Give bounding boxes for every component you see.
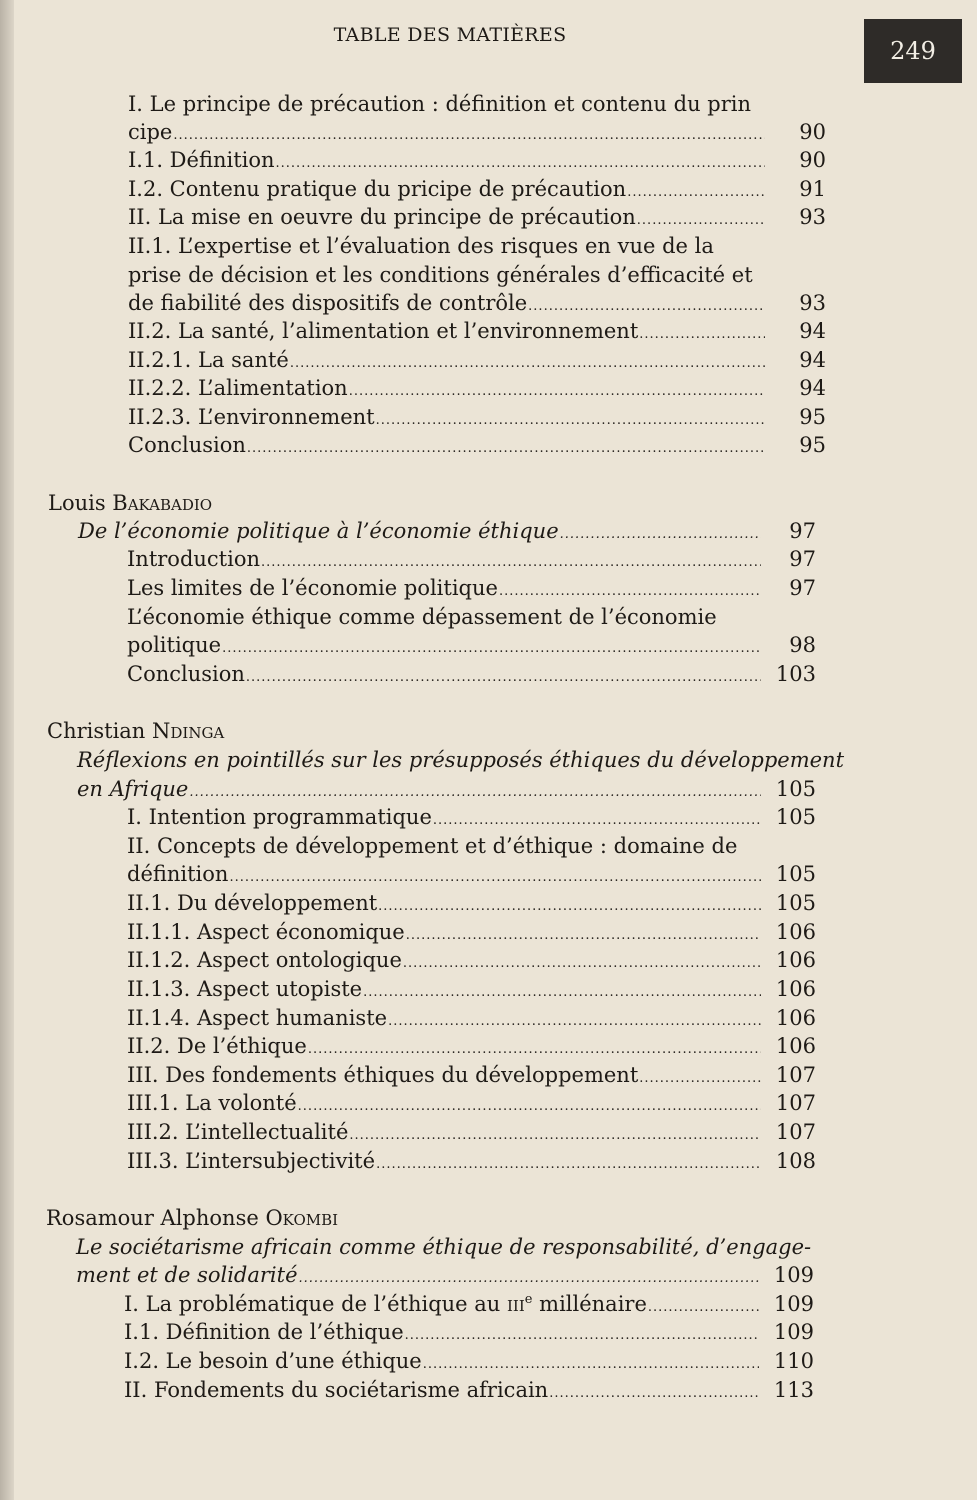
dot-leader xyxy=(405,1322,759,1350)
toc-entry[interactable] xyxy=(128,317,826,345)
toc-page-number: 110 xyxy=(773,1349,814,1373)
toc-page-number: 98 xyxy=(789,633,816,657)
toc-entry-text: II.1.3. Aspect utopiste xyxy=(127,977,363,1001)
toc-entry[interactable] xyxy=(127,1032,816,1060)
toc-entry-text: II.2. De l’éthique xyxy=(127,1034,307,1058)
toc-entry-text: I. La problématique de l’éthique au iii$^e$ millénaire xyxy=(124,1292,647,1316)
toc-entry-text: II.1. Du développement xyxy=(127,891,378,915)
dot-leader xyxy=(637,207,765,235)
toc-entry-text: III. Des fondements éthiques du développement xyxy=(127,1063,639,1087)
toc-entry-text: I.1. Définition de l’éthique xyxy=(124,1320,404,1344)
toc-entry-text: Les limites de l’économie politique xyxy=(127,576,498,600)
author-last-name: Ndinga xyxy=(152,719,225,743)
toc-page-number: 93 xyxy=(799,205,826,229)
toc-entry[interactable] xyxy=(128,289,826,317)
dot-leader xyxy=(246,664,761,692)
toc-entry[interactable] xyxy=(127,1061,816,1089)
toc-page-number: 105 xyxy=(775,862,816,886)
toc-entry[interactable] xyxy=(127,1147,816,1175)
toc-page-number: 97 xyxy=(789,547,816,571)
toc-article-title[interactable] xyxy=(77,775,816,803)
dot-leader xyxy=(376,1151,761,1179)
dot-leader xyxy=(308,1036,761,1064)
toc-entry-text: De l’économie politique à l’économie éthique xyxy=(78,519,559,543)
toc-entry-text: de fiabilité des dispositifs de contrôle xyxy=(128,291,528,315)
toc-entry-text: III.3. L’intersubjectivité xyxy=(127,1149,376,1173)
toc-page-number: 109 xyxy=(773,1320,814,1344)
toc-page-number: 94 xyxy=(799,348,826,372)
dot-leader xyxy=(222,635,761,663)
dot-leader xyxy=(349,1122,761,1150)
toc-page-number: 97 xyxy=(789,576,816,600)
toc-entry-text: II.1.4. Aspect humaniste xyxy=(127,1006,388,1030)
toc-entry-text: II.1.1. Aspect économique xyxy=(127,920,405,944)
toc-page-number: 105 xyxy=(775,805,816,829)
toc-entry-text: II.1.2. Aspect ontologique xyxy=(127,948,402,972)
toc-entry-text: III.2. L’intellectualité xyxy=(127,1120,349,1144)
dot-leader xyxy=(499,578,761,606)
toc-page-number: 113 xyxy=(773,1378,814,1402)
dot-leader xyxy=(433,807,761,835)
toc-entry[interactable] xyxy=(127,1089,816,1117)
toc-page-number: 107 xyxy=(775,1091,816,1115)
toc-article-title[interactable] xyxy=(76,1261,814,1289)
toc-page-number: 91 xyxy=(799,177,826,201)
toc-page-number: 106 xyxy=(775,948,816,972)
toc-entry[interactable] xyxy=(128,374,826,402)
author-last-name: Bakabadio xyxy=(112,491,213,515)
toc-entry-text: I.1. Définition xyxy=(128,148,275,172)
author-last-name: Okombi xyxy=(265,1206,339,1230)
toc-entry[interactable] xyxy=(127,545,816,573)
toc-article-title[interactable] xyxy=(78,517,816,545)
toc-entry-text: Conclusion xyxy=(128,433,246,457)
toc-entry[interactable] xyxy=(127,574,816,602)
toc-entry-text: politique xyxy=(127,633,222,657)
toc-entry[interactable] xyxy=(124,1318,814,1346)
author-first-name: Louis xyxy=(48,491,113,515)
toc-entry-text: I. Le principe de précaution : définition et contenu du prin xyxy=(128,92,751,116)
toc-entry[interactable] xyxy=(127,975,816,1003)
author-name xyxy=(47,717,224,745)
toc-page-number: 105 xyxy=(775,891,816,915)
dot-leader xyxy=(229,864,761,892)
toc-entry[interactable] xyxy=(127,1118,816,1146)
toc-page-number: 105 xyxy=(775,777,816,801)
toc-entry-text: II.2.2. L’alimentation xyxy=(128,376,348,400)
toc-entry[interactable] xyxy=(124,1290,814,1318)
toc-entry-text: II.2.1. La santé xyxy=(128,348,289,372)
toc-entry-text: II.1. L’expertise et l’évaluation des risques en vue de la xyxy=(128,234,714,258)
toc-entry-text: II. La mise en oeuvre du principe de précaution xyxy=(128,205,636,229)
toc-entry-text: définition xyxy=(127,862,229,886)
page-number: 249 xyxy=(864,19,962,83)
toc-entry-text: I. Intention programmatique xyxy=(127,805,432,829)
toc-entry[interactable] xyxy=(127,860,816,888)
toc-entry-text: II.2. La santé, l’alimentation et l’environnement xyxy=(128,319,639,343)
toc-article-title: Le sociétarisme africain comme éthique de responsabilité, d’engage- xyxy=(76,1235,812,1259)
toc-entry-text: II. Concepts de développement et d’éthique : domaine de xyxy=(127,834,738,858)
toc-entry-text: I.2. Contenu pratique du pricipe de précaution xyxy=(128,177,627,201)
toc-page-number: 106 xyxy=(775,920,816,944)
toc-entry-text: III.1. La volonté xyxy=(127,1091,297,1115)
toc-entry[interactable] xyxy=(128,175,826,203)
toc-page-number: 106 xyxy=(775,977,816,1001)
dot-leader xyxy=(298,1093,761,1121)
toc-entry[interactable] xyxy=(128,403,826,431)
toc-entry-text: II. Fondements du sociétarisme africain xyxy=(124,1378,549,1402)
dot-leader xyxy=(261,549,761,577)
toc-page-number: 94 xyxy=(799,376,826,400)
dot-leader xyxy=(349,378,765,406)
toc-page-number: 90 xyxy=(799,148,826,172)
dot-leader xyxy=(378,893,761,921)
toc-entry[interactable] xyxy=(127,946,816,974)
dot-leader xyxy=(247,435,765,463)
toc-entry-text: L’économie éthique comme dépassement de l’économie xyxy=(127,605,717,629)
toc-entry[interactable] xyxy=(128,203,826,231)
toc-page-number: 106 xyxy=(775,1034,816,1058)
toc-entry[interactable] xyxy=(128,118,826,146)
toc-entry-text: cipe xyxy=(128,120,173,144)
toc-page-number: 103 xyxy=(775,662,816,686)
dot-leader xyxy=(423,1351,759,1379)
author-name xyxy=(46,1204,338,1232)
dot-leader xyxy=(276,150,765,178)
toc-page-number: 106 xyxy=(775,1006,816,1030)
toc-entry-text: ment et de solidarité xyxy=(76,1263,298,1287)
author-name xyxy=(48,489,212,517)
author-first-name: Christian xyxy=(47,719,152,743)
toc-entry[interactable] xyxy=(128,431,826,459)
toc-page-number: 107 xyxy=(775,1120,816,1144)
toc-page-number: 95 xyxy=(799,405,826,429)
toc-page-number: 97 xyxy=(789,519,816,543)
page-edge xyxy=(0,0,14,1500)
author-first-name: Rosamour Alphonse xyxy=(46,1206,266,1230)
toc-entry-text: prise de décision et les conditions générales d’efficacité et xyxy=(128,263,753,287)
toc-entry[interactable] xyxy=(127,918,816,946)
toc-page-number: 90 xyxy=(799,120,826,144)
toc-entry[interactable] xyxy=(127,631,816,659)
toc-entry-text: en Afrique xyxy=(77,777,189,801)
toc-entry[interactable] xyxy=(124,1347,814,1375)
toc-page-number: 108 xyxy=(775,1149,816,1173)
toc-page-number: 95 xyxy=(799,433,826,457)
toc-entry[interactable] xyxy=(127,889,816,917)
toc-page-number: 107 xyxy=(775,1063,816,1087)
running-header: TABLE DES MATIÈRES xyxy=(333,24,567,46)
toc-article-title: Réflexions en pointillés sur les présupposés éthiques du développement xyxy=(77,748,845,772)
toc-entry[interactable] xyxy=(127,803,816,831)
toc-page-number: 109 xyxy=(773,1263,814,1287)
toc-entry[interactable] xyxy=(128,346,826,374)
dot-leader xyxy=(299,1265,759,1293)
toc-entry[interactable] xyxy=(127,660,816,688)
toc-entry-text: I.2. Le besoin d’une éthique xyxy=(124,1349,422,1373)
dot-leader xyxy=(363,979,761,1007)
toc-entry[interactable] xyxy=(127,1004,816,1032)
toc-entry-text: Conclusion xyxy=(127,662,245,686)
toc-page-number: 93 xyxy=(799,291,826,315)
toc-entry[interactable] xyxy=(124,1376,814,1404)
dot-leader xyxy=(639,321,765,349)
dot-leader xyxy=(403,950,761,978)
toc-entry-text: II.2.3. L’environnement xyxy=(128,405,375,429)
toc-entry[interactable] xyxy=(128,146,826,174)
dot-leader xyxy=(549,1380,759,1408)
toc-page-number: 94 xyxy=(799,319,826,343)
toc-entry-text: Introduction xyxy=(127,547,260,571)
toc-page-number: 109 xyxy=(773,1292,814,1316)
